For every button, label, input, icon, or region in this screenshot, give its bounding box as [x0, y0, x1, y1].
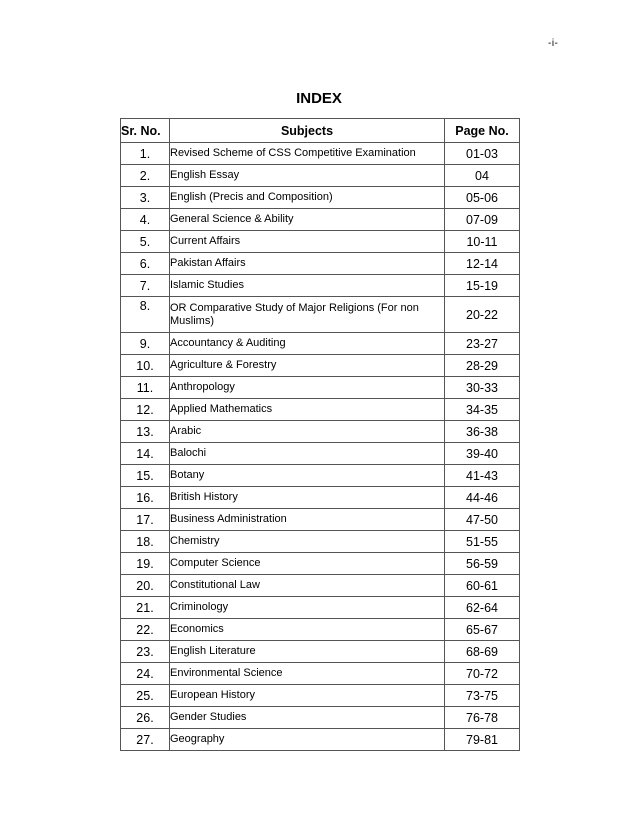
row-sr-no: 6.: [121, 253, 170, 275]
table-header-row: [121, 119, 520, 143]
row-sr-no: 3.: [121, 187, 170, 209]
row-sr-no: 16.: [121, 487, 170, 509]
row-page-no: 34-35: [445, 399, 520, 421]
row-sr-no: 19.: [121, 553, 170, 575]
row-subject: English (Precis and Composition): [170, 187, 445, 209]
row-page-no: 30-33: [445, 377, 520, 399]
table-row: [121, 509, 520, 531]
row-subject: Computer Science: [170, 553, 445, 575]
row-subject: Arabic: [170, 421, 445, 443]
row-sr-no: 25.: [121, 685, 170, 707]
row-page-no: 73-75: [445, 685, 520, 707]
table-row: [121, 663, 520, 685]
row-page-no: 41-43: [445, 465, 520, 487]
row-subject: Business Administration: [170, 509, 445, 531]
row-subject: Chemistry: [170, 531, 445, 553]
table-row: [121, 377, 520, 399]
index-table: [120, 118, 520, 751]
row-sr-no: 23.: [121, 641, 170, 663]
row-page-no: 28-29: [445, 355, 520, 377]
row-page-no: 20-22: [445, 297, 520, 333]
row-subject: Pakistan Affairs: [170, 253, 445, 275]
row-subject: Gender Studies: [170, 707, 445, 729]
table-row: [121, 187, 520, 209]
table-row: [121, 531, 520, 553]
row-sr-no: 21.: [121, 597, 170, 619]
row-page-no: 10-11: [445, 231, 520, 253]
row-page-no: 56-59: [445, 553, 520, 575]
table-row: [121, 443, 520, 465]
row-sr-no: 11.: [121, 377, 170, 399]
row-subject: General Science & Ability: [170, 209, 445, 231]
row-sr-no: 5.: [121, 231, 170, 253]
table-row: [121, 575, 520, 597]
row-sr-no: 8.: [121, 297, 170, 333]
row-subject: British History: [170, 487, 445, 509]
index-table-body: [121, 143, 520, 751]
row-page-no: 60-61: [445, 575, 520, 597]
table-row: [121, 297, 520, 333]
row-page-no: 36-38: [445, 421, 520, 443]
table-row: [121, 707, 520, 729]
row-subject: Islamic Studies: [170, 275, 445, 297]
row-sr-no: 13.: [121, 421, 170, 443]
row-sr-no: 22.: [121, 619, 170, 641]
row-sr-no: 2.: [121, 165, 170, 187]
row-subject: Balochi: [170, 443, 445, 465]
table-row: [121, 355, 520, 377]
row-subject: Botany: [170, 465, 445, 487]
row-page-no: 68-69: [445, 641, 520, 663]
row-page-no: 79-81: [445, 729, 520, 751]
row-page-no: 65-67: [445, 619, 520, 641]
row-sr-no: 10.: [121, 355, 170, 377]
page-title: INDEX: [296, 90, 342, 107]
table-row: [121, 253, 520, 275]
table-row: [121, 165, 520, 187]
row-sr-no: 14.: [121, 443, 170, 465]
row-sr-no: 18.: [121, 531, 170, 553]
row-subject: Environmental Science: [170, 663, 445, 685]
row-subject: Criminology: [170, 597, 445, 619]
row-page-no: 44-46: [445, 487, 520, 509]
row-subject: Accountancy & Auditing: [170, 333, 445, 355]
table-row: [121, 421, 520, 443]
row-subject: Agriculture & Forestry: [170, 355, 445, 377]
row-subject: Current Affairs: [170, 231, 445, 253]
row-subject: Anthropology: [170, 377, 445, 399]
row-page-no: 62-64: [445, 597, 520, 619]
table-row: [121, 619, 520, 641]
table-row: [121, 641, 520, 663]
row-page-no: 47-50: [445, 509, 520, 531]
row-sr-no: 17.: [121, 509, 170, 531]
table-row: [121, 143, 520, 165]
table-row: [121, 729, 520, 751]
row-page-no: 04: [445, 165, 520, 187]
row-subject: European History: [170, 685, 445, 707]
row-subject: OR Comparative Study of Major Religions (For non Muslims): [170, 297, 445, 333]
row-subject: Applied Mathematics: [170, 399, 445, 421]
row-page-no: 23-27: [445, 333, 520, 355]
row-sr-no: 15.: [121, 465, 170, 487]
row-subject: Revised Scheme of CSS Competitive Examination: [170, 143, 445, 165]
row-sr-no: 1.: [121, 143, 170, 165]
table-row: [121, 399, 520, 421]
row-page-no: 76-78: [445, 707, 520, 729]
row-subject: Geography: [170, 729, 445, 751]
row-page-no: 51-55: [445, 531, 520, 553]
row-sr-no: 4.: [121, 209, 170, 231]
row-page-no: 01-03: [445, 143, 520, 165]
row-sr-no: 24.: [121, 663, 170, 685]
table-row: [121, 553, 520, 575]
row-sr-no: 7.: [121, 275, 170, 297]
table-row: [121, 465, 520, 487]
row-sr-no: 9.: [121, 333, 170, 355]
header-page-no: Page No.: [445, 119, 520, 143]
row-page-no: 70-72: [445, 663, 520, 685]
row-sr-no: 12.: [121, 399, 170, 421]
row-page-no: 05-06: [445, 187, 520, 209]
row-page-no: 15-19: [445, 275, 520, 297]
row-sr-no: 27.: [121, 729, 170, 751]
row-subject: English Literature: [170, 641, 445, 663]
row-page-no: 12-14: [445, 253, 520, 275]
row-sr-no: 20.: [121, 575, 170, 597]
header-sr-no: Sr. No.: [121, 119, 170, 143]
page-number: -i-: [548, 38, 559, 49]
row-subject: Economics: [170, 619, 445, 641]
row-subject: English Essay: [170, 165, 445, 187]
row-page-no: 07-09: [445, 209, 520, 231]
table-row: [121, 487, 520, 509]
table-row: [121, 333, 520, 355]
table-row: [121, 597, 520, 619]
table-row: [121, 231, 520, 253]
table-row: [121, 685, 520, 707]
row-sr-no: 26.: [121, 707, 170, 729]
row-subject: Constitutional Law: [170, 575, 445, 597]
table-row: [121, 275, 520, 297]
table-row: [121, 209, 520, 231]
header-subjects: Subjects: [170, 119, 445, 143]
row-page-no: 39-40: [445, 443, 520, 465]
